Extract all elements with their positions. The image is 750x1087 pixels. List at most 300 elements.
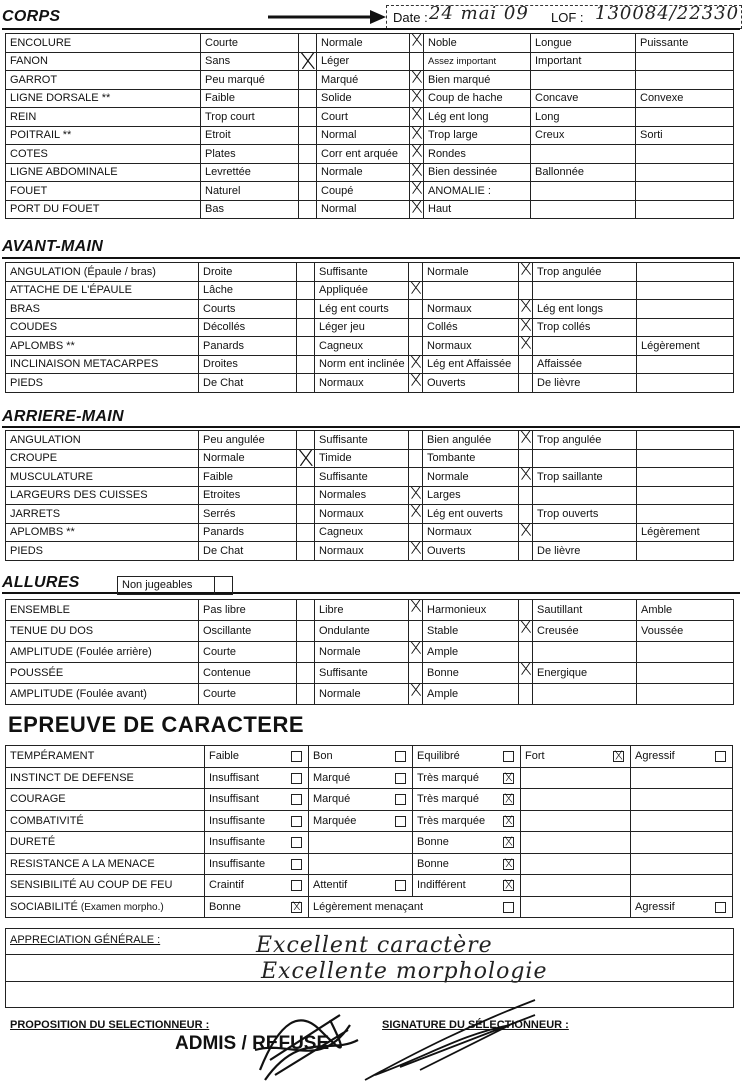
checkbox[interactable]: [291, 751, 302, 762]
mark-cell[interactable]: [297, 684, 315, 705]
mark-cell[interactable]: [409, 468, 423, 487]
mark-cell[interactable]: [409, 431, 423, 450]
mark-cell[interactable]: [409, 684, 423, 705]
mark-cell[interactable]: [410, 126, 424, 145]
option-cell: [637, 374, 734, 393]
x-mark-icon: [504, 879, 513, 889]
checkbox[interactable]: [291, 837, 302, 848]
table-row: [6, 746, 733, 768]
signature-icon: [360, 995, 550, 1085]
row-label: JARRETS: [6, 505, 199, 524]
checkbox[interactable]: [291, 816, 302, 827]
mark-cell[interactable]: [519, 684, 533, 705]
mark-cell[interactable]: [299, 182, 317, 201]
mark-cell[interactable]: [410, 145, 424, 164]
mark-cell[interactable]: [297, 337, 315, 356]
option-cell: [637, 468, 734, 487]
mark-cell[interactable]: [299, 34, 317, 53]
mark-cell[interactable]: [297, 355, 315, 374]
table-row: [6, 832, 733, 854]
option-cell: [423, 281, 519, 300]
checkbox[interactable]: [291, 902, 302, 913]
option-cell: Droites: [199, 355, 297, 374]
table-row: [6, 684, 734, 705]
mark-cell[interactable]: [299, 145, 317, 164]
option-cell: Bien dessinée: [424, 163, 531, 182]
proposition-label: PROPOSITION DU SELECTIONNEUR :: [10, 1019, 210, 1031]
option-cell: Important: [531, 52, 636, 71]
mark-cell[interactable]: [297, 642, 315, 663]
mark-cell[interactable]: [297, 263, 315, 282]
checkbox[interactable]: [715, 902, 726, 913]
mark-cell[interactable]: [297, 486, 315, 505]
option-cell: Solide: [317, 89, 410, 108]
table-row: [6, 145, 734, 164]
mark-cell[interactable]: [299, 71, 317, 90]
mark-cell[interactable]: [297, 523, 315, 542]
option-cell: Courts: [199, 300, 297, 319]
option-cell: Faible: [205, 746, 309, 768]
option-cell: Craintif: [205, 875, 309, 897]
option-cell: Sautillant: [533, 600, 637, 621]
mark-cell[interactable]: [409, 505, 423, 524]
option-cell: [631, 875, 733, 897]
non-jugeables-checkbox[interactable]: [214, 577, 232, 594]
option-cell: [636, 108, 734, 127]
checkbox[interactable]: [503, 794, 514, 805]
mark-cell[interactable]: [409, 337, 423, 356]
mark-cell[interactable]: [409, 486, 423, 505]
option-cell: [531, 200, 636, 219]
mark-cell[interactable]: [519, 621, 533, 642]
row-label: POUSSÉE: [6, 663, 199, 684]
mark-cell[interactable]: [519, 468, 533, 487]
mark-cell[interactable]: [410, 71, 424, 90]
checkbox[interactable]: [291, 773, 302, 784]
row-label: PIEDS: [6, 374, 199, 393]
divider: [2, 28, 740, 30]
divider: [2, 592, 740, 594]
option-cell: [637, 542, 734, 561]
option-cell: Etroit: [201, 126, 299, 145]
row-label: RESISTANCE A LA MENACE: [6, 853, 205, 875]
mark-cell[interactable]: [409, 642, 423, 663]
table-row: [6, 318, 734, 337]
option-cell: Courte: [201, 34, 299, 53]
mark-cell[interactable]: [410, 108, 424, 127]
checkbox[interactable]: [291, 880, 302, 891]
table-row: [6, 600, 734, 621]
mark-cell[interactable]: [409, 281, 423, 300]
arrow-right-icon: [268, 8, 388, 26]
mark-cell[interactable]: [297, 318, 315, 337]
option-cell: Trop angulée: [533, 431, 637, 450]
option-cell: Puissante: [636, 34, 734, 53]
mark-cell[interactable]: [519, 318, 533, 337]
mark-cell[interactable]: [519, 374, 533, 393]
option-cell: [637, 684, 734, 705]
option-cell: [636, 182, 734, 201]
table-row: [6, 896, 733, 918]
table-row: [6, 663, 734, 684]
checkbox[interactable]: [395, 816, 406, 827]
option-cell: Insuffisant: [205, 789, 309, 811]
checkbox[interactable]: [395, 794, 406, 805]
section-title-corps: CORPS: [2, 8, 61, 25]
table-row: [6, 767, 733, 789]
mark-cell[interactable]: [299, 126, 317, 145]
checkbox[interactable]: [291, 794, 302, 805]
appreciation-line-2: Excellente morphologie: [261, 959, 548, 984]
option-cell: Normal: [317, 126, 410, 145]
option-cell: Courte: [199, 642, 297, 663]
option-cell: [531, 145, 636, 164]
checkbox[interactable]: [503, 837, 514, 848]
option-cell: Voussée: [637, 621, 734, 642]
x-mark-icon: [409, 684, 422, 697]
option-cell: Suffisante: [315, 431, 409, 450]
option-cell: Naturel: [201, 182, 299, 201]
mark-cell[interactable]: [410, 34, 424, 53]
option-cell: Peu marqué: [201, 71, 299, 90]
mark-cell[interactable]: [297, 281, 315, 300]
table-row: [6, 810, 733, 832]
table-row: [6, 468, 734, 487]
option-cell: [533, 337, 637, 356]
table-row: [6, 505, 734, 524]
mark-cell[interactable]: [409, 542, 423, 561]
row-label: COTES: [6, 145, 201, 164]
date-label: Date :: [393, 10, 428, 25]
x-mark-icon: [504, 815, 513, 825]
option-cell: [521, 832, 631, 854]
x-mark-icon: [519, 318, 532, 331]
option-cell: Normale: [423, 468, 519, 487]
row-label: AMPLITUDE (Foulée arrière): [6, 642, 199, 663]
option-cell: [637, 663, 734, 684]
x-mark-icon: [409, 600, 422, 613]
corps-table: [5, 33, 734, 219]
mark-cell[interactable]: [519, 449, 533, 468]
x-mark-icon: [409, 281, 422, 294]
option-cell: Amble: [637, 600, 734, 621]
mark-cell[interactable]: [409, 600, 423, 621]
mark-cell[interactable]: [519, 523, 533, 542]
mark-cell[interactable]: [519, 486, 533, 505]
option-cell: Ondulante: [315, 621, 409, 642]
table-row: [6, 182, 734, 201]
allures-table: [5, 599, 734, 705]
x-mark-icon: [519, 263, 532, 276]
option-cell: Corr ent arquée: [317, 145, 410, 164]
mark-cell[interactable]: [297, 663, 315, 684]
option-cell: Normaux: [315, 542, 409, 561]
x-mark-icon: [410, 108, 423, 121]
mark-cell[interactable]: [519, 431, 533, 450]
mark-cell[interactable]: [410, 200, 424, 219]
option-cell: Insuffisante: [205, 853, 309, 875]
mark-cell[interactable]: [410, 89, 424, 108]
option-cell: Très marquée: [413, 810, 521, 832]
option-cell: Peu angulée: [199, 431, 297, 450]
arriere-main-table: [5, 430, 734, 561]
mark-cell[interactable]: [519, 281, 533, 300]
option-cell: Normale: [317, 163, 410, 182]
option-cell: Bas: [201, 200, 299, 219]
mark-cell[interactable]: [519, 663, 533, 684]
mark-cell[interactable]: [519, 263, 533, 282]
table-row: [6, 263, 734, 282]
option-cell: Coup de hache: [424, 89, 531, 108]
option-cell: [637, 281, 734, 300]
x-mark-icon: [519, 300, 532, 313]
checkbox[interactable]: [503, 816, 514, 827]
row-label: APLOMBS **: [6, 523, 199, 542]
checkbox[interactable]: [395, 880, 406, 891]
option-cell: [637, 318, 734, 337]
option-cell: [533, 523, 637, 542]
mark-cell[interactable]: [409, 449, 423, 468]
table-row: [6, 642, 734, 663]
admis-label: ADMIS: [175, 1033, 237, 1054]
option-cell: [637, 449, 734, 468]
row-label: TEMPÉRAMENT: [6, 746, 205, 768]
option-cell: Normaux: [315, 505, 409, 524]
checkbox[interactable]: [503, 880, 514, 891]
option-cell: Trop collés: [533, 318, 637, 337]
option-cell: [533, 449, 637, 468]
table-row: [6, 337, 734, 356]
x-mark-icon: [409, 505, 422, 518]
option-cell: Trop angulée: [533, 263, 637, 282]
option-cell: Creusée: [533, 621, 637, 642]
option-cell: De lièvre: [533, 542, 637, 561]
mark-cell[interactable]: [519, 600, 533, 621]
x-mark-icon: [519, 663, 532, 676]
checkbox[interactable]: [503, 859, 514, 870]
option-cell: Normaux: [315, 374, 409, 393]
mark-cell[interactable]: [409, 374, 423, 393]
option-cell: Bonne: [413, 853, 521, 875]
row-label: SENSIBILITÉ AU COUP DE FEU: [6, 875, 205, 897]
date-value: 24 mai 09: [429, 3, 529, 24]
option-cell: Trop saillante: [533, 468, 637, 487]
option-cell: Energique: [533, 663, 637, 684]
mark-cell[interactable]: [299, 163, 317, 182]
x-mark-icon: [410, 200, 423, 213]
row-label: PIEDS: [6, 542, 199, 561]
option-cell: [631, 832, 733, 854]
table-row: [6, 300, 734, 319]
section-title-avant-main: AVANT-MAIN: [2, 238, 104, 255]
mark-cell[interactable]: [409, 263, 423, 282]
option-cell: Assez important: [424, 52, 531, 71]
option-cell: Insuffisante: [205, 810, 309, 832]
table-row: [6, 126, 734, 145]
option-cell: Courte: [199, 684, 297, 705]
option-cell: Long: [531, 108, 636, 127]
mark-cell[interactable]: [299, 200, 317, 219]
mark-cell[interactable]: [519, 505, 533, 524]
mark-cell[interactable]: [409, 355, 423, 374]
signature-label: SIGNATURE DU SÉLECTIONNEUR :: [382, 1019, 569, 1031]
option-cell: [631, 767, 733, 789]
option-cell: Bonne: [205, 896, 309, 918]
mark-cell[interactable]: [299, 89, 317, 108]
mark-cell[interactable]: [410, 52, 424, 71]
option-cell: [637, 642, 734, 663]
mark-cell[interactable]: [297, 621, 315, 642]
mark-cell[interactable]: [297, 505, 315, 524]
option-cell: Levrettée: [201, 163, 299, 182]
option-cell: Marqué: [317, 71, 410, 90]
option-cell: Agressif: [631, 896, 733, 918]
mark-cell[interactable]: [519, 642, 533, 663]
caractere-table: [5, 745, 733, 918]
option-cell: Coupé: [317, 182, 410, 201]
mark-cell[interactable]: [410, 182, 424, 201]
x-mark-icon: [519, 431, 532, 444]
mark-cell[interactable]: [409, 318, 423, 337]
table-row: [6, 853, 733, 875]
table-row: [6, 523, 734, 542]
option-cell: Bon: [309, 746, 413, 768]
option-cell: Légèrement: [637, 337, 734, 356]
row-label: ENCOLURE: [6, 34, 201, 53]
option-cell: Lég ent ouverts: [423, 505, 519, 524]
option-cell: [637, 263, 734, 282]
x-mark-icon: [410, 145, 423, 158]
table-row: [6, 789, 733, 811]
mark-cell[interactable]: [409, 300, 423, 319]
x-mark-icon: [299, 52, 316, 69]
option-cell: Bonne: [413, 832, 521, 854]
option-cell: [637, 505, 734, 524]
option-cell: Tombante: [423, 449, 519, 468]
option-cell: Agressif: [631, 746, 733, 768]
checkbox[interactable]: [613, 751, 624, 762]
option-cell: [631, 853, 733, 875]
option-cell: Trop large: [424, 126, 531, 145]
x-mark-icon: [409, 355, 422, 368]
option-cell: Normale: [199, 449, 297, 468]
option-cell: Normaux: [423, 300, 519, 319]
checkbox[interactable]: [395, 773, 406, 784]
checkbox[interactable]: [503, 773, 514, 784]
option-cell: Oscillante: [199, 621, 297, 642]
option-cell: Harmonieux: [423, 600, 519, 621]
option-cell: Plates: [201, 145, 299, 164]
option-cell: Ballonnée: [531, 163, 636, 182]
mark-cell[interactable]: [519, 542, 533, 561]
option-cell: Suffisante: [315, 663, 409, 684]
mark-cell[interactable]: [297, 300, 315, 319]
appreciation-line-1: Excellent caractère: [256, 933, 493, 958]
row-label: POITRAIL **: [6, 126, 201, 145]
mark-cell[interactable]: [297, 431, 315, 450]
x-mark-icon: [409, 642, 422, 655]
mark-cell[interactable]: [297, 449, 315, 468]
option-cell: Légèrement: [637, 523, 734, 542]
mark-cell[interactable]: [519, 300, 533, 319]
row-label: GARROT: [6, 71, 201, 90]
option-cell: [533, 486, 637, 505]
row-label: LIGNE DORSALE **: [6, 89, 201, 108]
mark-cell[interactable]: [299, 52, 317, 71]
option-cell: Faible: [201, 89, 299, 108]
option-cell: Convexe: [636, 89, 734, 108]
checkbox[interactable]: [291, 859, 302, 870]
checkbox[interactable]: [395, 751, 406, 762]
option-cell: [631, 789, 733, 811]
option-cell: Décollés: [199, 318, 297, 337]
option-cell: Panards: [199, 523, 297, 542]
option-cell: [521, 853, 631, 875]
mark-cell[interactable]: [297, 542, 315, 561]
table-row: [6, 449, 734, 468]
checkbox[interactable]: [503, 902, 514, 913]
mark-cell[interactable]: [519, 355, 533, 374]
row-label: MUSCULATURE: [6, 468, 199, 487]
lof-value: 130084/22330: [595, 3, 740, 24]
option-cell: De Chat: [199, 374, 297, 393]
mark-cell[interactable]: [410, 163, 424, 182]
option-cell: [636, 200, 734, 219]
row-label: AMPLITUDE (Foulée avant): [6, 684, 199, 705]
x-mark-icon: [410, 89, 423, 102]
option-cell: Normale: [315, 642, 409, 663]
table-row: [6, 486, 734, 505]
checkbox[interactable]: [503, 751, 514, 762]
mark-cell[interactable]: [297, 374, 315, 393]
row-label: BRAS: [6, 300, 199, 319]
row-label: CROUPE: [6, 449, 199, 468]
x-mark-icon: [504, 836, 513, 846]
mark-cell[interactable]: [299, 108, 317, 127]
table-row: [6, 52, 734, 71]
x-mark-icon: [504, 793, 513, 803]
option-cell: Attentif: [309, 875, 413, 897]
x-mark-icon: [504, 858, 513, 868]
option-cell: Panards: [199, 337, 297, 356]
option-cell: [533, 684, 637, 705]
row-label: COMBATIVITÉ: [6, 810, 205, 832]
checkbox[interactable]: [715, 751, 726, 762]
option-cell: Suffisante: [315, 468, 409, 487]
option-cell: Court: [317, 108, 410, 127]
mark-cell[interactable]: [297, 600, 315, 621]
option-cell: [636, 163, 734, 182]
option-cell: [531, 182, 636, 201]
mark-cell[interactable]: [297, 468, 315, 487]
option-cell: [533, 281, 637, 300]
mark-cell[interactable]: [519, 337, 533, 356]
option-cell: [637, 355, 734, 374]
mark-cell[interactable]: [409, 621, 423, 642]
mark-cell[interactable]: [409, 663, 423, 684]
table-row: [6, 542, 734, 561]
option-cell: Etroites: [199, 486, 297, 505]
section-title-caractere: EPREUVE DE CARACTERE: [8, 712, 305, 737]
divider: [2, 257, 740, 259]
row-label: ANGULATION: [6, 431, 199, 450]
option-cell: Normale: [315, 684, 409, 705]
option-cell: [636, 71, 734, 90]
option-cell: Sorti: [636, 126, 734, 145]
avant-main-table: [5, 262, 734, 393]
mark-cell[interactable]: [409, 523, 423, 542]
refuse-label: REFUSE: [252, 1033, 330, 1054]
